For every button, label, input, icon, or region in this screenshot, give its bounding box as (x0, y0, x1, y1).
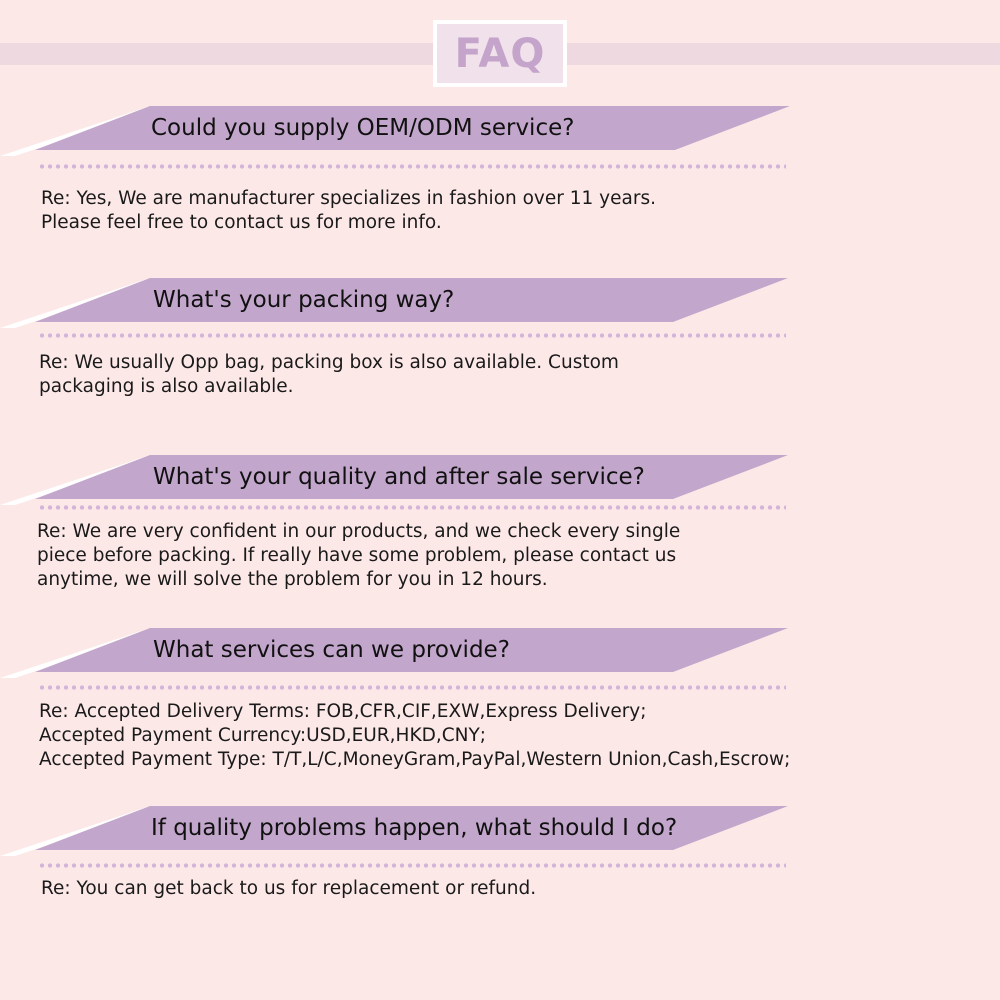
faq-title-box (433, 20, 567, 87)
answer-line: Accepted Payment Currency:USD,EUR,HKD,CNY; (39, 725, 486, 746)
faq-question: What services can we provide? (153, 637, 510, 663)
dotted-divider (38, 863, 786, 868)
faq-answer (41, 187, 656, 235)
answer-line: piece before packing. If really have some problem, please contact us (37, 545, 677, 566)
answer-line: Re: We are very confident in our products, and we check every single (37, 521, 681, 542)
faq-question: Could you supply OEM/ODM service? (151, 115, 575, 141)
answer-line: packaging is also available. (39, 376, 294, 397)
answer-line: Please feel free to contact us for more info. (41, 212, 442, 233)
dotted-divider (38, 685, 786, 690)
faq-question: What's your packing way? (153, 287, 455, 313)
answer-line: Re: Yes, We are manufacturer specializes in fashion over 11 years. (41, 188, 656, 209)
faq-answer (37, 520, 680, 592)
question-banner (0, 628, 800, 678)
answer-line: Re: Accepted Delivery Terms: FOB,CFR,CIF,EXW,Express Delivery; (39, 701, 647, 722)
question-banner (0, 106, 800, 156)
faq-answer (39, 351, 619, 399)
answer-line: Re: We usually Opp bag, packing box is also available. Custom (39, 352, 619, 373)
dotted-divider (38, 164, 786, 169)
question-banner (0, 806, 800, 856)
question-banner (0, 278, 800, 328)
dotted-divider (38, 505, 786, 510)
page-title: FAQ (454, 30, 546, 77)
faq-question: If quality problems happen, what should I do? (151, 815, 678, 841)
answer-line: anytime, we will solve the problem for you in 12 hours. (37, 569, 548, 590)
dotted-divider (38, 333, 786, 338)
faq-question: What's your quality and after sale service? (153, 464, 645, 490)
answer-line: Re: You can get back to us for replacement or refund. (41, 878, 537, 899)
faq-answer (41, 877, 536, 901)
faq-answer (39, 700, 790, 772)
answer-line: Accepted Payment Type: T/T,L/C,MoneyGram,PayPal,Western Union,Cash,Escrow; (39, 749, 791, 770)
question-banner (0, 455, 800, 505)
